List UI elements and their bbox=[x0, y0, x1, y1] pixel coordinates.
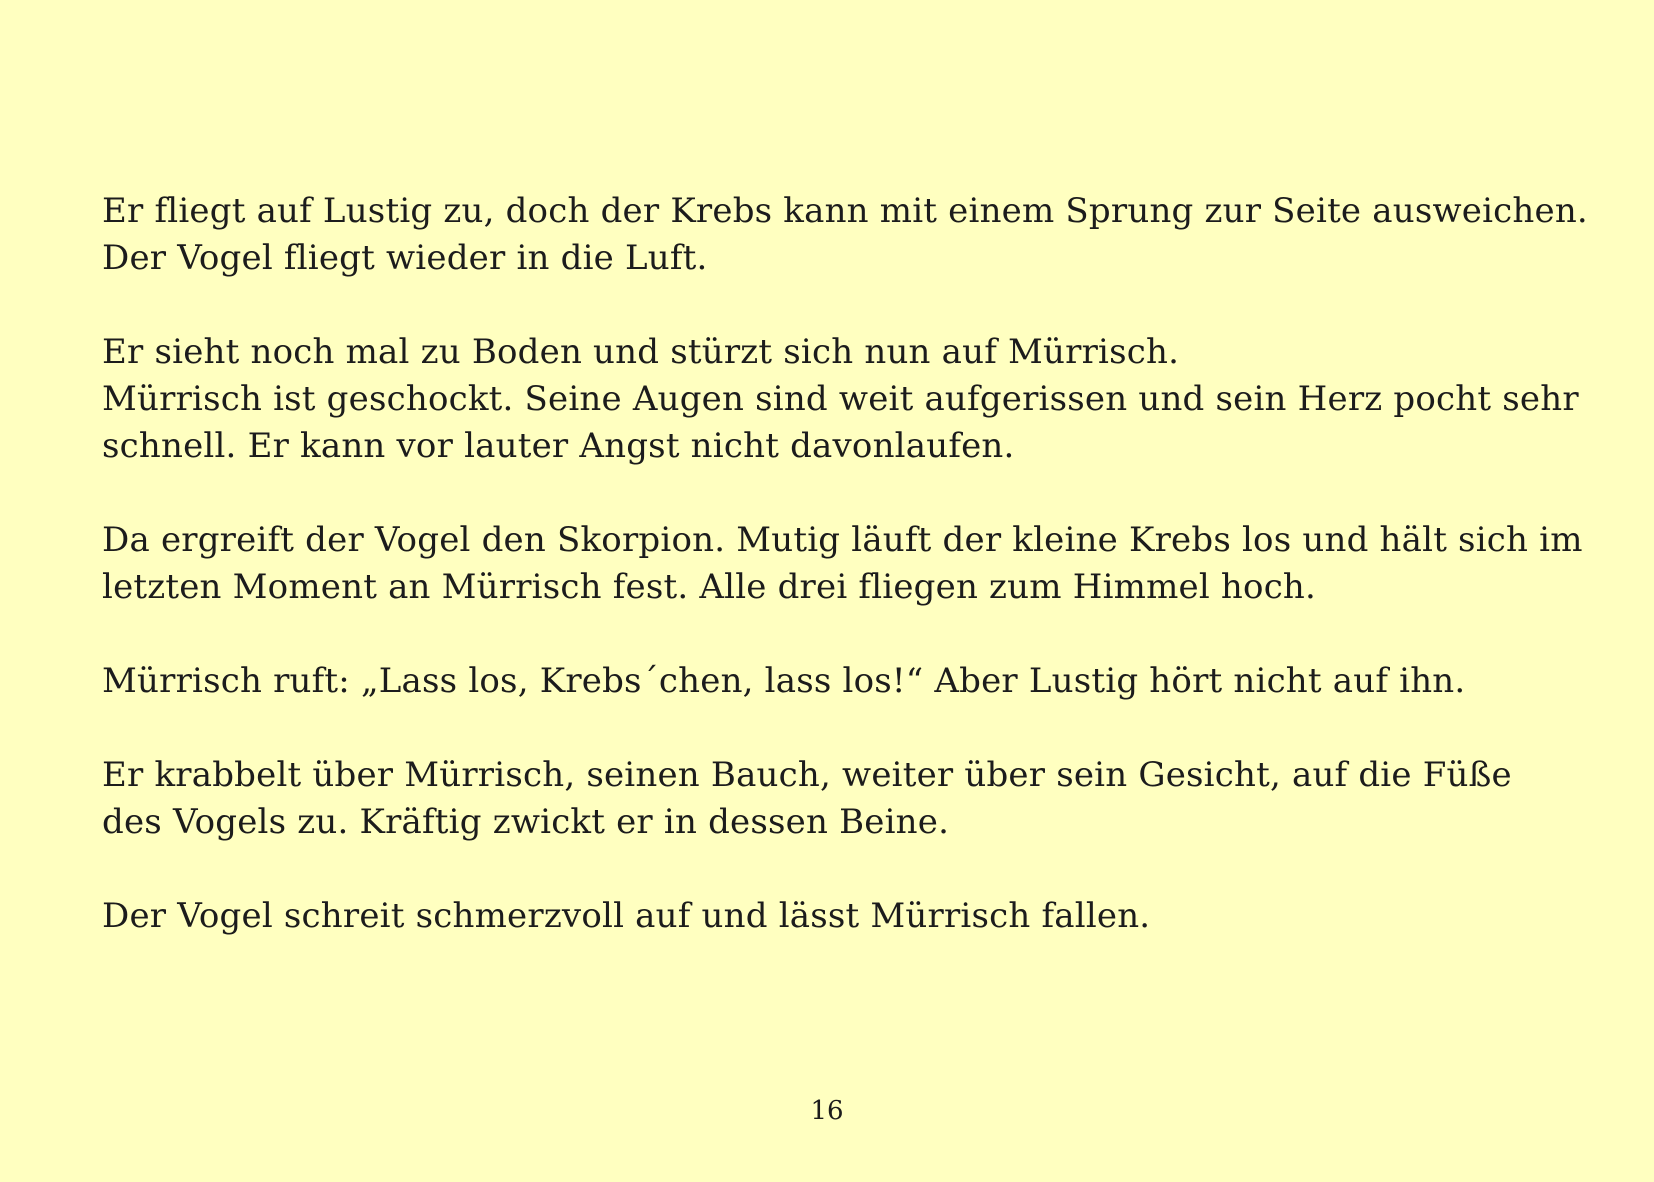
story-text bbox=[102, 188, 1588, 987]
text-line: Da ergreift der Vogel den Skorpion. Mutig läuft der kleine Krebs los und hält sich im bbox=[102, 520, 1583, 560]
text-line: schnell. Er kann vor lauter Angst nicht davonlaufen. bbox=[102, 426, 1015, 466]
paragraph-2 bbox=[102, 329, 1579, 470]
paragraph-6 bbox=[102, 893, 1522, 940]
text-line: Mürrisch ruft: „Lass los, Krebs´chen, lass los!“ Aber Lustig hört nicht auf ihn. bbox=[102, 661, 1466, 701]
text-line: Er fliegt auf Lustig zu, doch der Krebs kann mit einem Sprung zur Seite ausweichen. bbox=[102, 191, 1588, 231]
text-line: Er sieht noch mal zu Boden und stürzt sich nun auf Mürrisch. bbox=[102, 332, 1180, 372]
text-line: des Vogels zu. Kräftig zwickt er in dessen Beine. bbox=[102, 802, 950, 842]
paragraph-4 bbox=[102, 658, 1522, 705]
paragraph-5 bbox=[102, 752, 1522, 846]
text-line: Er krabbelt über Mürrisch, seinen Bauch, weiter über sein Gesicht, auf die Füße bbox=[102, 755, 1512, 795]
text-line: Der Vogel schreit schmerzvoll auf und lässt Mürrisch fallen. bbox=[102, 896, 1151, 936]
paragraph-1 bbox=[102, 188, 1588, 282]
paragraph-3 bbox=[102, 517, 1583, 611]
text-line: letzten Moment an Mürrisch fest. Alle drei fliegen zum Himmel hoch. bbox=[102, 567, 1317, 607]
text-line: Der Vogel fliegt wieder in die Luft. bbox=[102, 238, 708, 278]
page-number: 16 bbox=[810, 1096, 844, 1126]
text-line: Mürrisch ist geschockt. Seine Augen sind weit aufgerissen und sein Herz pocht sehr bbox=[102, 379, 1579, 419]
